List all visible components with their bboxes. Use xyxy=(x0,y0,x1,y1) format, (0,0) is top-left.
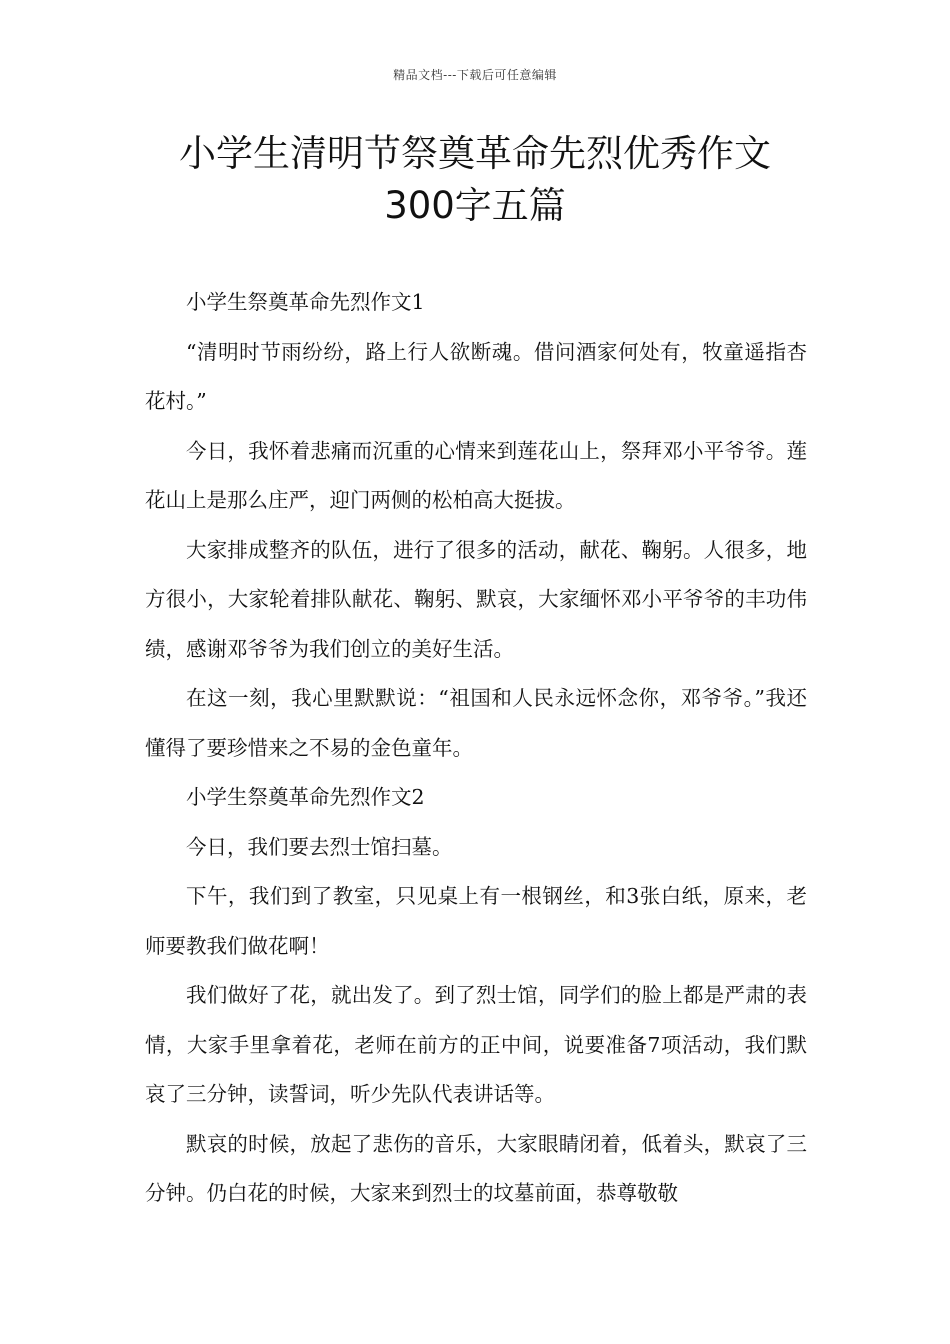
paragraph: 今日，我怀着悲痛而沉重的心情来到莲花山上，祭拜邓小平爷爷。莲花山上是那么庄严，迎门两侧的松柏高大挺拔。 xyxy=(145,438,807,512)
document-title xyxy=(100,128,850,232)
paragraph: 我们做好了花，就出发了。到了烈士馆，同学们的脸上都是严肃的表情，大家手里拿着花，老师在前方的正中间，说要准备7项活动，我们默哀了三分钟，读誓词，听少先队代表讲话等。 xyxy=(145,983,807,1106)
paragraph: 今日，我们要去烈士馆扫墓。 xyxy=(186,834,453,859)
essay-1-heading: 小学生祭奠革命先烈作文1 xyxy=(186,290,425,314)
paragraph: 在这一刻，我心里默默说：“祖国和人民永远怀念你，邓爷爷。”我还懂得了要珍惜来之不易的金色童年。 xyxy=(145,686,807,760)
paragraph: 默哀的时候，放起了悲伤的音乐，大家眼睛闭着，低着头，默哀了三分钟。仍白花的时候，大家来到烈士的坟墓前面，恭尊敬敬 xyxy=(145,1131,807,1205)
paragraph: 下午，我们到了教室，只见桌上有一根钢丝，和3张白纸，原来，老师要教我们做花啊！ xyxy=(145,884,807,958)
document-body xyxy=(145,278,807,1219)
paragraph-poem: “清明时节雨纷纷，路上行人欲断魂。借问酒家何处有，牧童遥指杏花村。” xyxy=(145,339,807,413)
essay-2-heading: 小学生祭奠革命先烈作文2 xyxy=(186,785,425,809)
header-note: 精品文档---下载后可任意编辑 xyxy=(393,68,557,82)
paragraph: 大家排成整齐的队伍，进行了很多的活动，献花、鞠躬。人很多，地方很小，大家轮着排队献花、鞠躬、默哀，大家缅怀邓小平爷爷的丰功伟绩，感谢邓爷爷为我们创立的美好生活。 xyxy=(145,537,807,661)
title-line-1: 小学生清明节祭奠革命先烈优秀作文 xyxy=(179,132,771,175)
title-line-2: 300字五篇 xyxy=(384,184,566,227)
